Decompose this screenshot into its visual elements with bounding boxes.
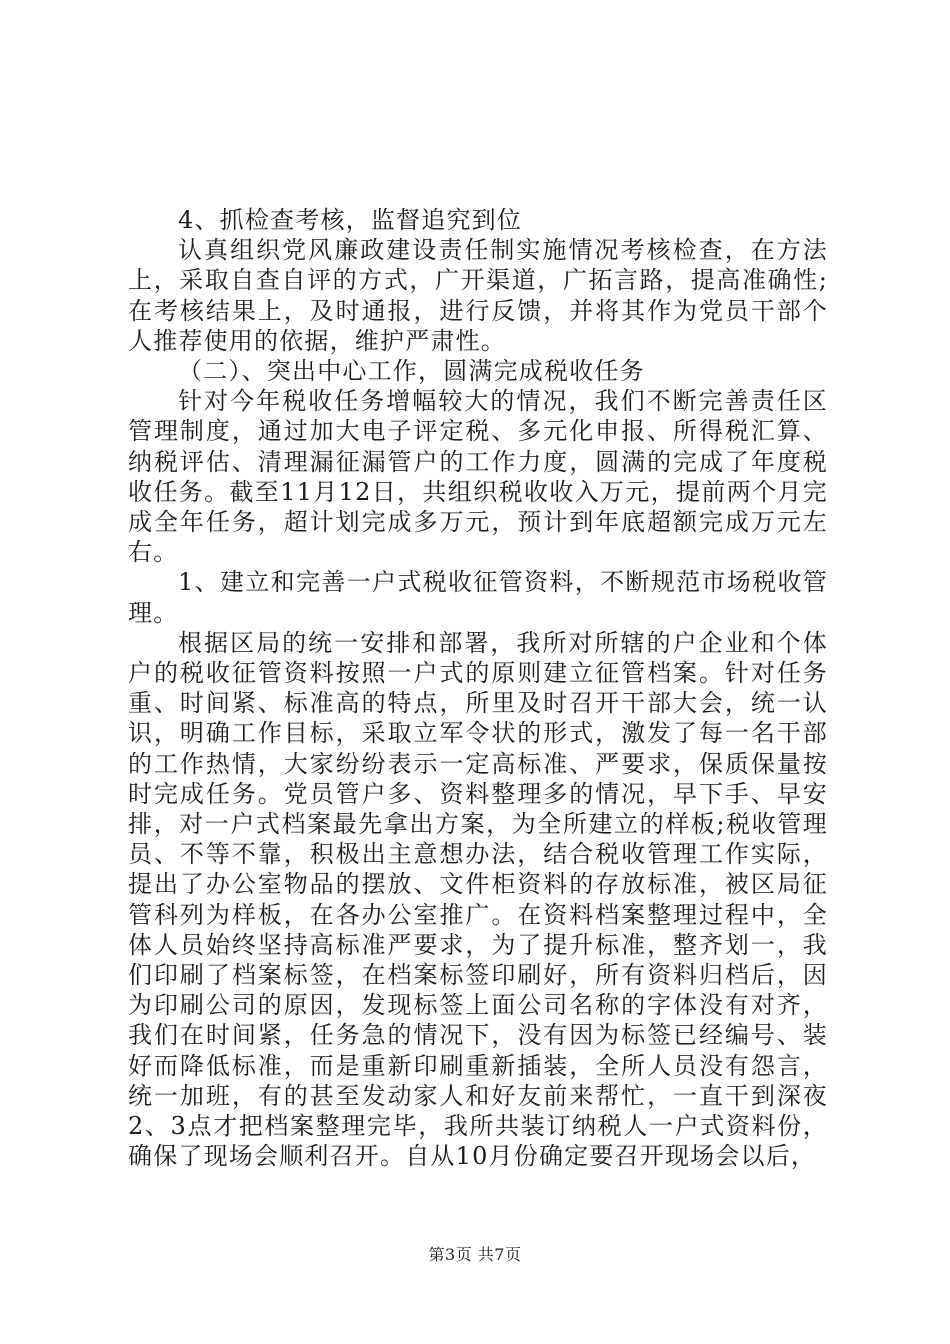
paragraph-archives-body: 根据区局的统一安排和部署，我所对所辖的户企业和个体户的税收征管资料按照一户式的原则建立征管档案。针对任务重、时间紧、标准高的特点，所里及时召开干部大会，统一认识，明确工作目标，采取立军令状的形式，激发了每一名干部的工作热情，大家纷纷表示一定高标准、严要求，保质保量按时完成任务。党员管户多、资料整理多的情况，早下手、早安排，对一户式档案最先拿出方案，为全所建立的样板;税收管理员、不等不靠，积极出主意想办法，结合税收管理工作实际，提出了办公室物品的摆放、文件柜资料的存放标准，被区局征管科列为样板，在各办公室推广。在资料档案整理过程中，全体人员始终坚持高标准严要求，为了提升标准，整齐划一，我们印刷了档案标签，在档案标签印刷好，所有资料归档后，因为印刷公司的原因，发现标签上面公司名称的字体没有对齐，我们在时间紧，任务急的情况下，没有因为标签已经编号、装好而降低标准，而是重新印刷重新插装，全所人员没有怨言，统一加班，有的甚至发动家人和好友前来帮忙，一直干到深夜2、3点才把档案整理完毕，我所共装订纳税人一户式资料份，确保了现场会顺利召开。自从10月份确定要召开现场会以后， [128, 628, 828, 1171]
paragraph-inspection-body: 认真组织党风廉政建设责任制实施情况考核检查，在方法上，采取自查自评的方式，广开渠道，广拓言路，提高准确性;在考核结果上，及时通报，进行反馈，并将其作为党员干部个人推荐使用的依据，维护严肃性。 [128, 236, 828, 355]
document-body [128, 205, 828, 1172]
section-heading-tax-tasks: （二）、突出中心工作，圆满完成税收任务 [178, 357, 645, 386]
section-heading-archives: 1、建立和完善一户式税收征管资料，不断规范市场税收管理。 [128, 568, 828, 627]
section-heading-inspection: 4、抓检查考核，监督追究到位 [178, 206, 523, 234]
paragraph-tax-tasks-body: 针对今年税收任务增幅较大的情况，我们不断完善责任区管理制度，通过加大电子评定税、多元化申报、所得税汇算、纳税评估、清理漏征漏管户的工作力度，圆满的完成了年度税收任务。截至11月12日，共组织税收收入万元，提前两个月完成全年任务，超计划完成多万元，预计到年底超额完成万元左右。 [128, 387, 828, 567]
page-footer: 第3页 共7页 [428, 1245, 522, 1264]
